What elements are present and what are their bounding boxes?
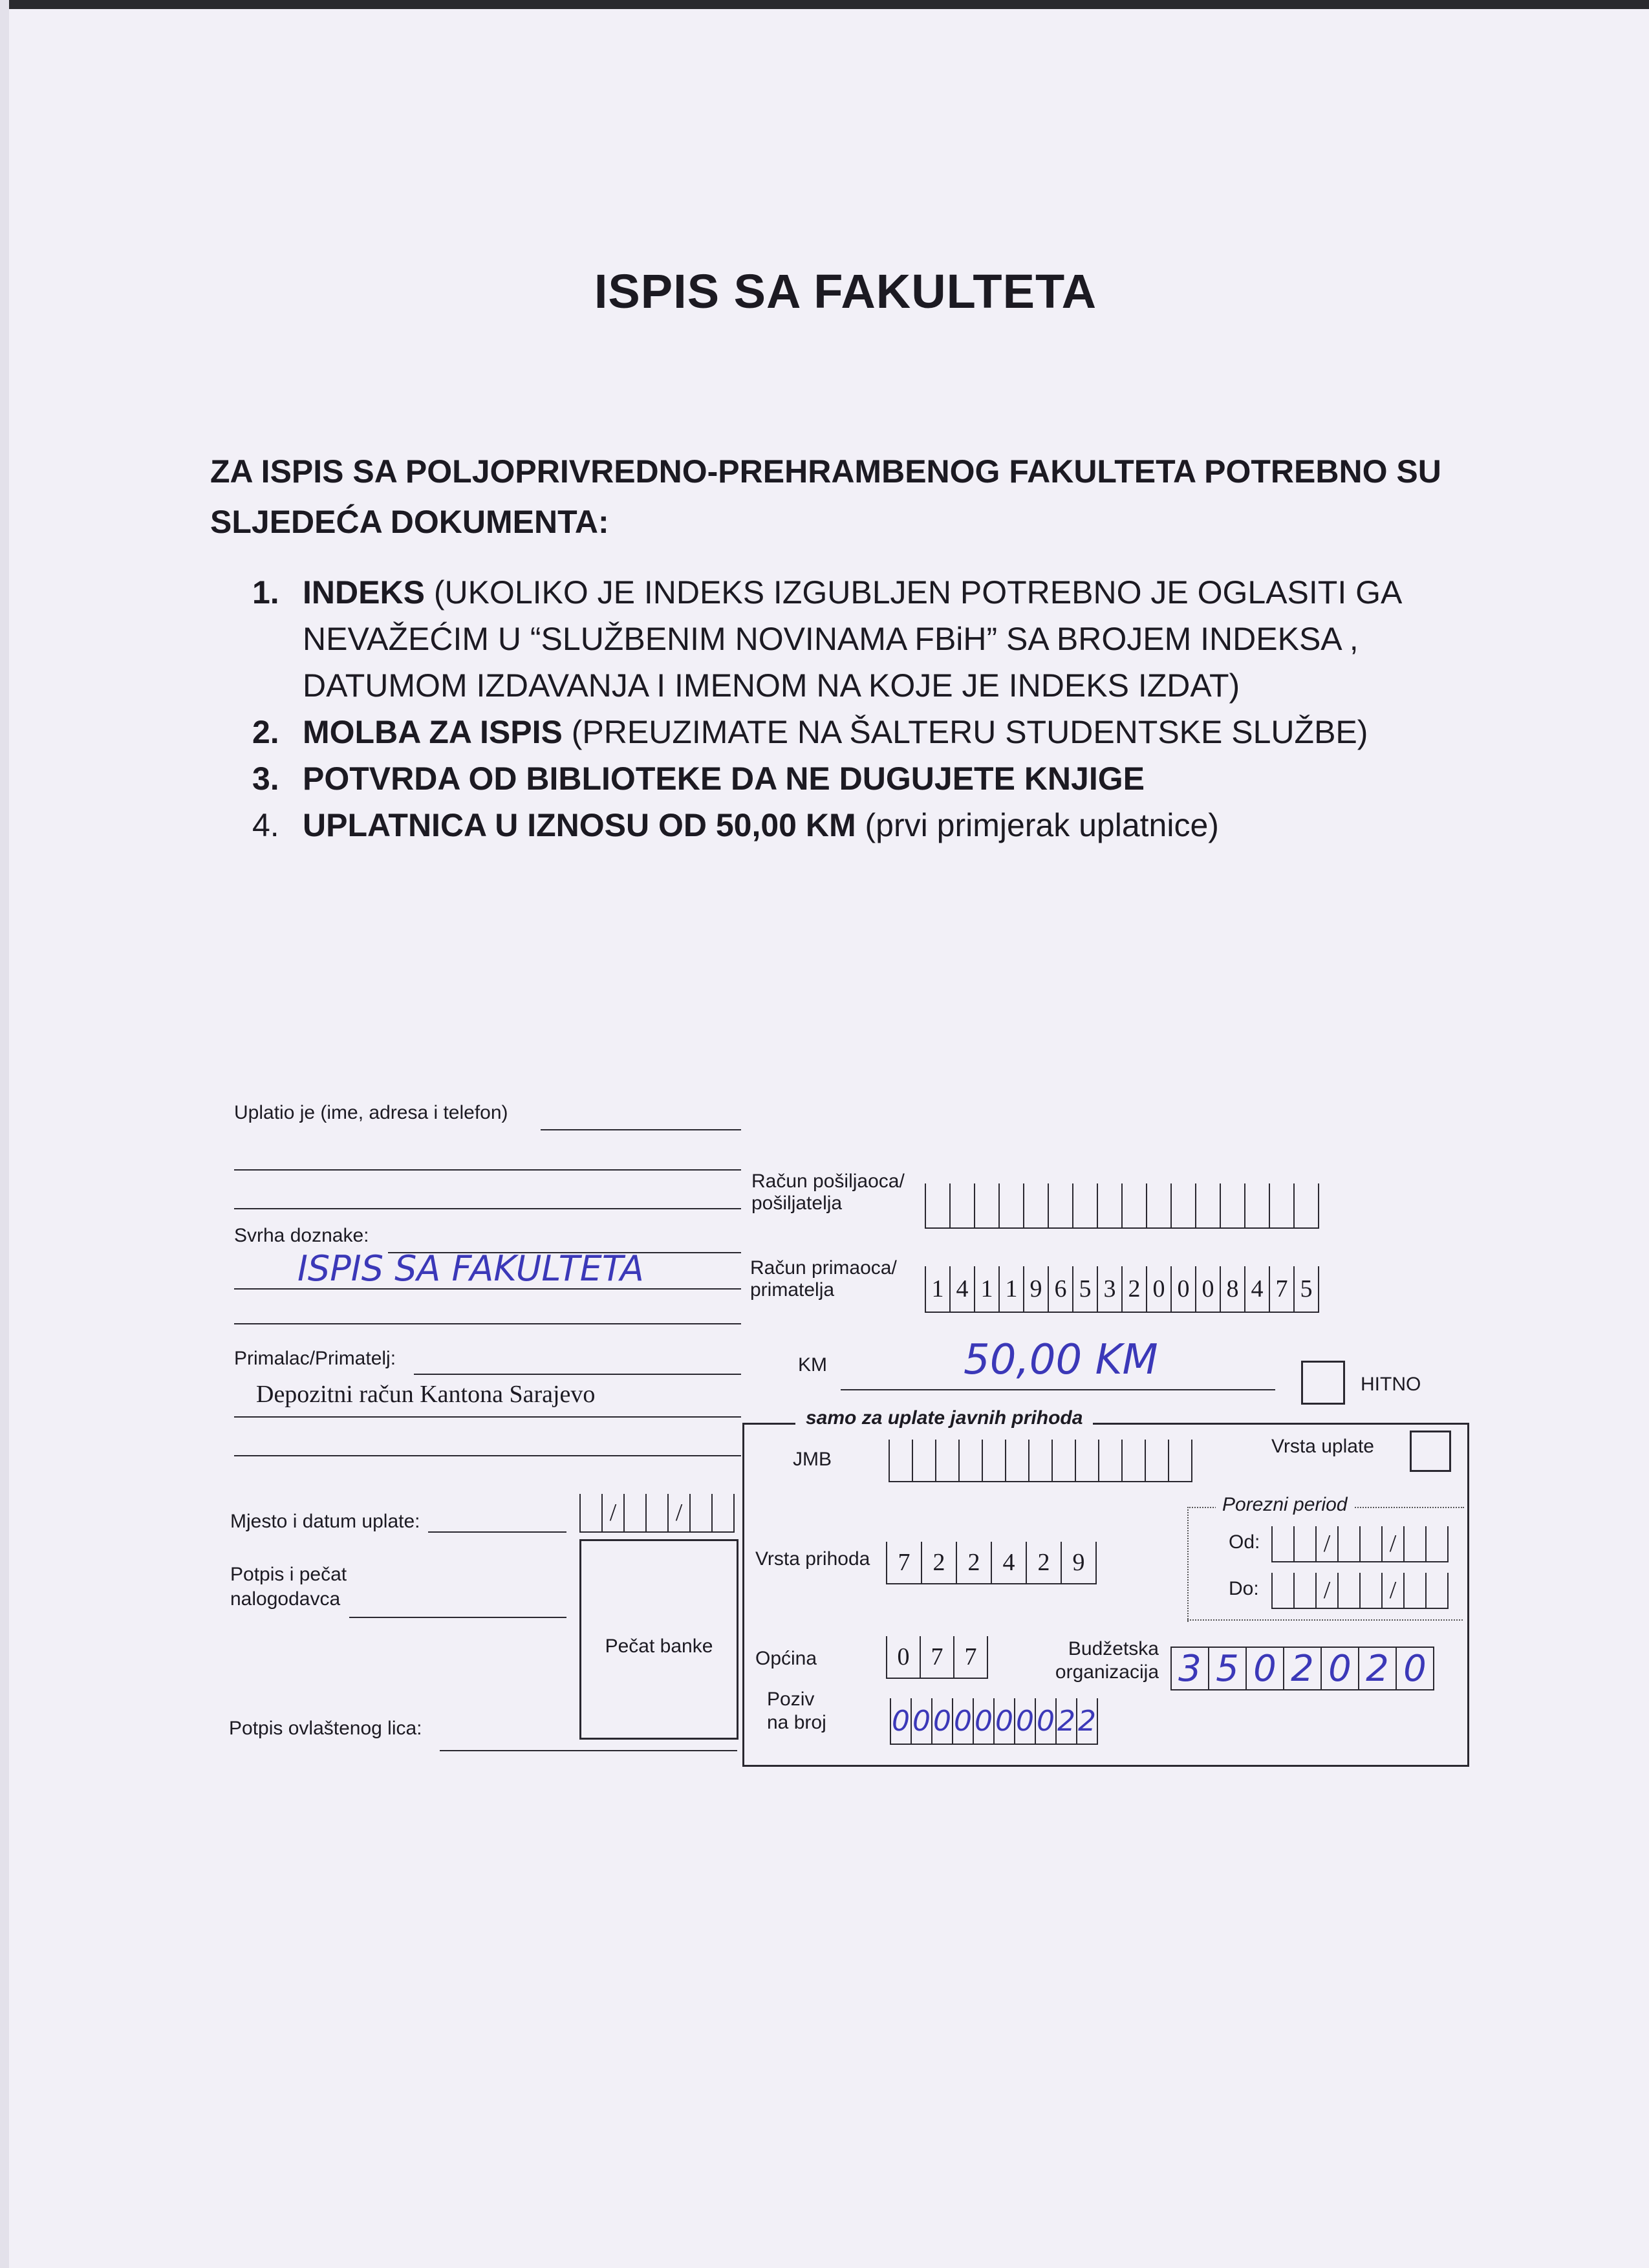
list-item: [252, 709, 1416, 755]
digit-box[interactable]: 0: [890, 1698, 911, 1744]
list-item: [252, 755, 1416, 802]
date-box[interactable]: [645, 1494, 667, 1531]
digit-box[interactable]: [1048, 1183, 1072, 1227]
budzetska-boxes[interactable]: [1170, 1647, 1434, 1690]
digit-box[interactable]: 2: [1283, 1648, 1320, 1689]
digit-box[interactable]: 3: [1097, 1266, 1121, 1312]
vrsta-prihoda-boxes[interactable]: [886, 1542, 1097, 1584]
list-item: [252, 569, 1416, 709]
km-line[interactable]: [841, 1389, 1275, 1390]
period-box[interactable]: [1271, 1526, 1293, 1561]
budzetska-label: Budžetska organizacija: [1055, 1638, 1159, 1683]
digit-box[interactable]: [1293, 1183, 1319, 1227]
date-box[interactable]: [623, 1494, 645, 1531]
uplatio-line[interactable]: [234, 1208, 741, 1209]
digit-box[interactable]: 5: [1072, 1266, 1097, 1312]
jmb-label: JMB: [793, 1449, 832, 1470]
digit-box[interactable]: [1170, 1183, 1195, 1227]
opcina-boxes[interactable]: [886, 1636, 988, 1679]
digit-box[interactable]: 0: [1035, 1698, 1055, 1744]
period-box[interactable]: [1337, 1526, 1359, 1561]
period-box[interactable]: /: [1315, 1573, 1337, 1608]
list-number: 4.: [252, 807, 279, 843]
digit-box[interactable]: 2: [1055, 1698, 1076, 1744]
period-box[interactable]: [1271, 1573, 1293, 1608]
list-item: [252, 802, 1416, 848]
primalac-line[interactable]: [414, 1374, 741, 1375]
digit-box[interactable]: 9: [1061, 1542, 1097, 1583]
list-number: 3.: [252, 761, 279, 797]
digit-box[interactable]: 0: [1396, 1648, 1434, 1689]
list-item-rest: (UKOLIKO JE INDEKS IZGUBLJEN POTREBNO JE OGLASITI GA NEVAŽEĆIM U “SLUŽBENIM NOVINAMA FBiH” SA BROJEM INDEKSA , DATUMOM IZDAVANJA I IMENOM NA KOJE JE INDEKS IZDAT): [303, 574, 1401, 704]
period-box[interactable]: [1425, 1526, 1449, 1561]
uplatio-line[interactable]: [541, 1129, 741, 1130]
digit-box[interactable]: 1: [998, 1266, 1023, 1312]
list-number: 1.: [252, 574, 279, 610]
intro-text: ZA ISPIS SA POLJOPRIVREDNO-PREHRAMBENOG FAKULTETA POTREBNO SU SLJEDEĆA DOKUMENTA:: [210, 453, 1441, 540]
digit-box[interactable]: 5: [1293, 1266, 1319, 1312]
period-box[interactable]: [1425, 1573, 1449, 1608]
primalac-line[interactable]: [234, 1416, 741, 1418]
period-box[interactable]: [1403, 1526, 1425, 1561]
list-item-bold: POTVRDA OD BIBLIOTEKE DA NE DUGUJETE KNJIGE: [303, 761, 1145, 797]
racun-posiljaoca-label: Račun pošiljaoca/ pošiljatelja: [751, 1171, 905, 1214]
digit-box[interactable]: [1244, 1183, 1269, 1227]
digit-box[interactable]: [1023, 1183, 1048, 1227]
digit-box[interactable]: 0: [1195, 1266, 1220, 1312]
requirements-list: [252, 569, 1416, 848]
period-box[interactable]: [1293, 1526, 1315, 1561]
digit-box[interactable]: 7: [886, 1542, 921, 1583]
digit-box[interactable]: [1098, 1440, 1121, 1481]
digit-box[interactable]: 2: [921, 1542, 956, 1583]
digit-box[interactable]: 2: [1026, 1542, 1061, 1583]
digit-box[interactable]: [974, 1183, 998, 1227]
digit-box[interactable]: [1121, 1183, 1146, 1227]
digit-box[interactable]: 7: [953, 1636, 988, 1678]
digit-box[interactable]: [1075, 1440, 1098, 1481]
date-box[interactable]: [711, 1494, 735, 1531]
scan-top-edge: [0, 0, 1649, 9]
digit-box[interactable]: 7: [1269, 1266, 1293, 1312]
primalac-value: Depozitni račun Kantona Sarajevo: [256, 1381, 596, 1408]
digit-box[interactable]: 4: [1244, 1266, 1269, 1312]
digit-box[interactable]: 2: [1121, 1266, 1146, 1312]
digit-box[interactable]: 3: [1170, 1648, 1208, 1689]
digit-box[interactable]: [998, 1183, 1023, 1227]
vrsta-uplate-label: Vrsta uplate: [1271, 1436, 1374, 1457]
digit-box[interactable]: [1220, 1183, 1244, 1227]
period-box[interactable]: [1359, 1526, 1381, 1561]
list-item-bold: INDEKS: [303, 574, 425, 610]
digit-box[interactable]: 5: [1208, 1648, 1245, 1689]
document-title: ISPIS SA FAKULTETA: [594, 265, 1097, 318]
date-boxes[interactable]: [579, 1494, 735, 1533]
period-box[interactable]: /: [1381, 1573, 1403, 1608]
digit-box[interactable]: 0: [1014, 1698, 1035, 1744]
digit-box[interactable]: [949, 1183, 974, 1227]
jmb-boxes[interactable]: [889, 1440, 1192, 1482]
list-number: 2.: [252, 714, 279, 750]
digit-box[interactable]: 0: [993, 1698, 1014, 1744]
digit-box[interactable]: [935, 1440, 958, 1481]
digit-box[interactable]: [1269, 1183, 1293, 1227]
digit-box[interactable]: 4: [949, 1266, 974, 1312]
km-value: 50,00 KM: [964, 1336, 1158, 1384]
digit-box[interactable]: 2: [956, 1542, 991, 1583]
porezni-period-label: Porezni period: [1216, 1494, 1353, 1516]
digit-box[interactable]: [1145, 1440, 1168, 1481]
digit-box[interactable]: 6: [1048, 1266, 1072, 1312]
svrha-value: ISPIS SA FAKULTETA: [297, 1248, 644, 1289]
digit-box[interactable]: 0: [1146, 1266, 1170, 1312]
period-box[interactable]: [1359, 1573, 1381, 1608]
list-item-rest: (prvi primjerak uplatnice): [856, 807, 1219, 843]
digit-box[interactable]: [1072, 1183, 1097, 1227]
javni-prihodi-label: samo za uplate javnih prihoda: [795, 1407, 1093, 1429]
svrha-line[interactable]: [234, 1323, 741, 1324]
digit-box[interactable]: 1: [925, 1266, 949, 1312]
digit-box[interactable]: 7: [920, 1636, 953, 1678]
date-box[interactable]: /: [601, 1494, 623, 1531]
bank-stamp-label: Pečat banke: [605, 1636, 713, 1657]
digit-box[interactable]: 0: [1245, 1648, 1283, 1689]
digit-box[interactable]: [958, 1440, 982, 1481]
uplatio-label: Uplatio je (ime, adresa i telefon): [234, 1102, 508, 1123]
digit-box[interactable]: [1051, 1440, 1075, 1481]
list-item-bold: UPLATNICA U IZNOSU OD 50,00 KM: [303, 807, 856, 843]
km-label: KM: [798, 1354, 827, 1376]
mjesto-line[interactable]: [428, 1531, 566, 1533]
date-box[interactable]: [579, 1494, 601, 1531]
digit-box[interactable]: [889, 1440, 912, 1481]
period-box[interactable]: /: [1381, 1526, 1403, 1561]
digit-box[interactable]: 0: [1320, 1648, 1358, 1689]
period-box[interactable]: /: [1315, 1526, 1337, 1561]
uplatio-line[interactable]: [234, 1169, 741, 1171]
bank-stamp-box: [579, 1539, 738, 1740]
date-box[interactable]: /: [667, 1494, 689, 1531]
list-item-rest: (PREUZIMATE NA ŠALTERU STUDENTSKE SLUŽBE): [562, 714, 1368, 750]
scan-left-edge: [0, 0, 9, 2268]
vrsta-prihoda-label: Vrsta prihoda: [755, 1548, 870, 1570]
period-box[interactable]: [1293, 1573, 1315, 1608]
od-boxes[interactable]: [1271, 1526, 1449, 1562]
digit-box[interactable]: [1195, 1183, 1220, 1227]
do-label: Do:: [1229, 1578, 1259, 1599]
digit-box[interactable]: 0: [1170, 1266, 1195, 1312]
racun-posiljaoca-boxes[interactable]: [925, 1183, 1319, 1229]
list-item-bold: MOLBA ZA ISPIS: [303, 714, 563, 750]
vrsta-uplate-box[interactable]: [1410, 1431, 1451, 1472]
digit-box[interactable]: 0: [952, 1698, 973, 1744]
poziv-label: Poziv na broj: [767, 1689, 826, 1733]
digit-box[interactable]: 0: [886, 1636, 920, 1678]
digit-box[interactable]: [1168, 1440, 1192, 1481]
potpis-nalogodavca-label: Potpis i pečat nalogodavca: [230, 1564, 347, 1610]
opcina-label: Općina: [755, 1648, 817, 1669]
digit-box[interactable]: [912, 1440, 935, 1481]
potpis-ovlastenog-label: Potpis ovlaštenog lica:: [229, 1718, 422, 1739]
digit-box[interactable]: [982, 1440, 1005, 1481]
digit-box[interactable]: 1: [974, 1266, 998, 1312]
digit-box[interactable]: 8: [1220, 1266, 1244, 1312]
potpis-ovlastenog-line[interactable]: [440, 1750, 737, 1751]
od-label: Od:: [1229, 1531, 1260, 1553]
digit-box[interactable]: [925, 1183, 949, 1227]
poziv-boxes[interactable]: [890, 1698, 1098, 1745]
primalac-label: Primalac/Primatelj:: [234, 1348, 396, 1369]
period-box[interactable]: [1337, 1573, 1359, 1608]
digit-box[interactable]: 0: [931, 1698, 952, 1744]
hitno-checkbox[interactable]: [1301, 1361, 1345, 1405]
primalac-line[interactable]: [234, 1455, 741, 1456]
digit-box[interactable]: [1097, 1183, 1121, 1227]
period-box[interactable]: [1403, 1573, 1425, 1608]
date-box[interactable]: [689, 1494, 711, 1531]
hitno-label: HITNO: [1361, 1374, 1421, 1395]
do-boxes[interactable]: [1271, 1573, 1449, 1609]
digit-box[interactable]: [1005, 1440, 1028, 1481]
digit-box[interactable]: 0: [973, 1698, 993, 1744]
digit-box[interactable]: 4: [991, 1542, 1026, 1583]
digit-box[interactable]: 0: [911, 1698, 931, 1744]
digit-box[interactable]: [1146, 1183, 1170, 1227]
svrha-line[interactable]: [234, 1288, 741, 1290]
porezni-period-bottom: [1187, 1619, 1463, 1621]
svrha-label: Svrha doznake:: [234, 1225, 369, 1246]
digit-box[interactable]: 2: [1076, 1698, 1098, 1744]
potpis-line[interactable]: [349, 1617, 566, 1618]
mjesto-label: Mjesto i datum uplate:: [230, 1511, 420, 1532]
digit-box[interactable]: [1028, 1440, 1051, 1481]
digit-box[interactable]: [1121, 1440, 1145, 1481]
digit-box[interactable]: 2: [1358, 1648, 1396, 1689]
racun-primaoca-boxes[interactable]: [925, 1266, 1319, 1313]
digit-box[interactable]: 9: [1023, 1266, 1048, 1312]
racun-primaoca-label: Račun primaoca/ primatelja: [750, 1257, 897, 1301]
